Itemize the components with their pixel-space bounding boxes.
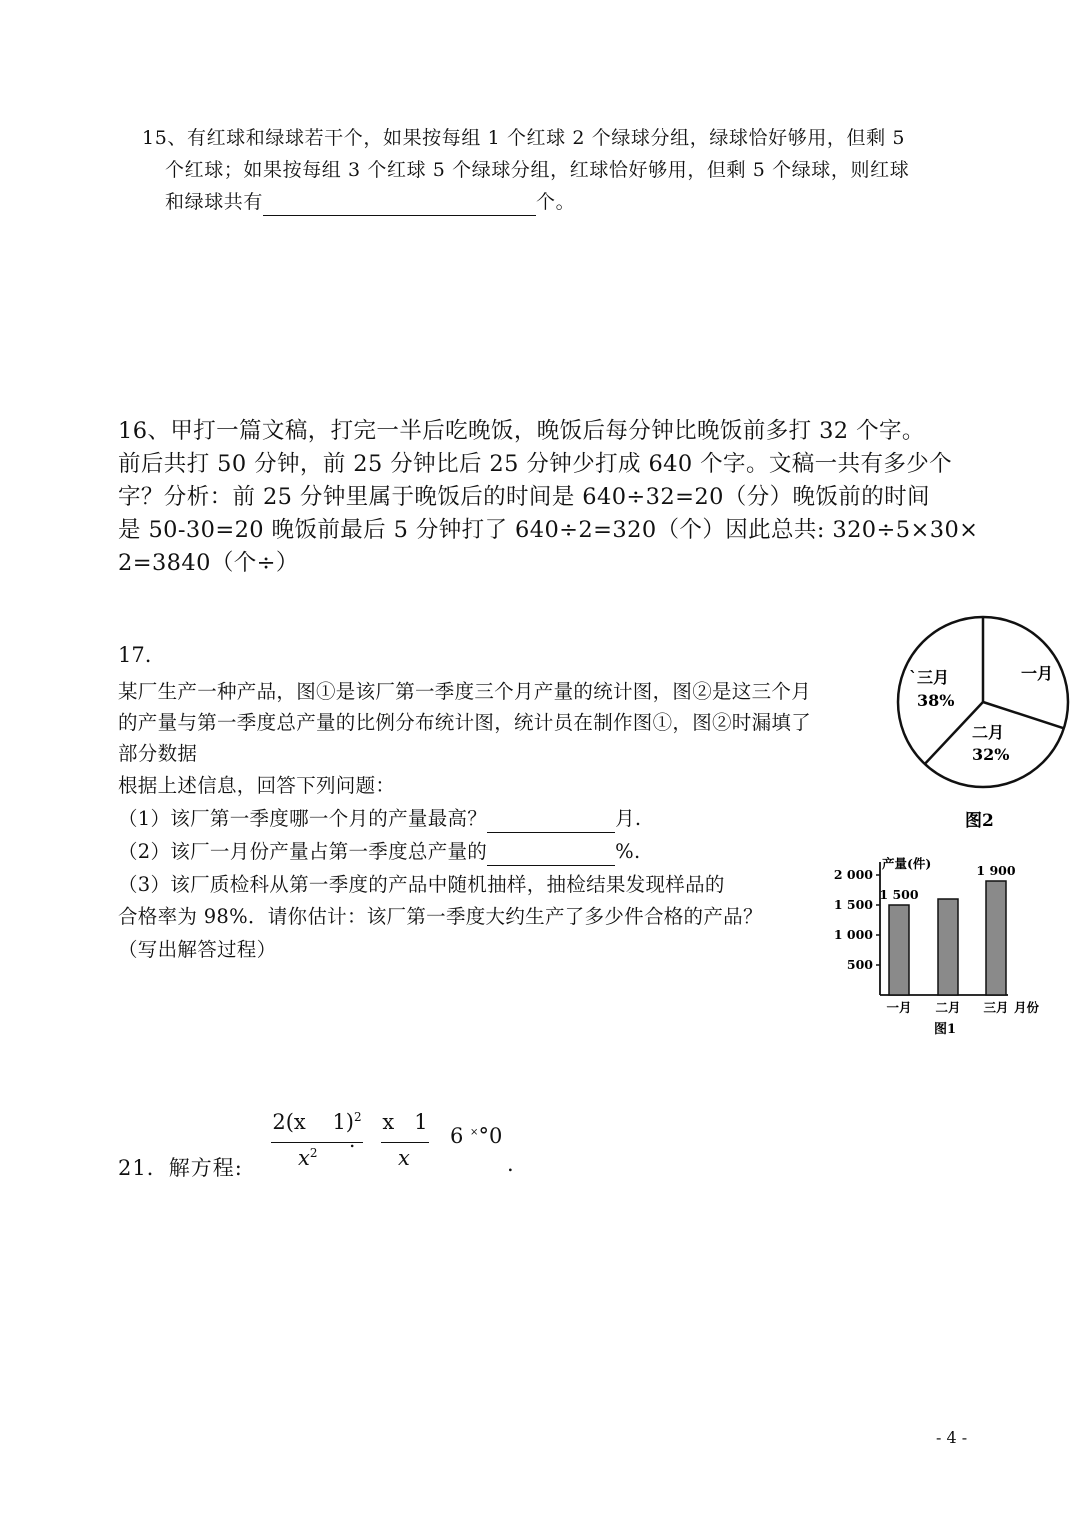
q15-line-3-text: 和绿球共有: [165, 191, 264, 213]
bar-rect: [938, 899, 958, 995]
bar-y-tick-label: 1 000: [833, 927, 873, 942]
q15-line-3-end: 个。: [536, 191, 576, 213]
q21-tail-sup: ×: [470, 1127, 479, 1138]
pie-caption: 图2: [965, 811, 994, 831]
page-number: - 4 -: [936, 1428, 968, 1447]
pie-pct-feb: 32%: [972, 745, 1010, 764]
q21-tail-end: °0: [478, 1124, 503, 1148]
q17-intro-2: 的产量与第一季度总产量的比例分布统计图，统计员在制作图①，图②时漏填了: [118, 711, 812, 734]
q16-line-2: 前后共打 50 分钟，前 25 分钟比后 25 分钟少打成 640 个字。文稿一共有多少个: [118, 451, 953, 477]
q17-intro-3: 部分数据: [118, 742, 198, 765]
q21-num1-sup: 2: [354, 1110, 362, 1124]
q17-sub-3-line-3: （写出解答过程）: [118, 938, 277, 961]
q17-sub-1-end: 月.: [615, 807, 642, 830]
q21-den1-text: x: [298, 1146, 310, 1170]
q21-fraction-1-denominator: [298, 1146, 317, 1170]
q16-line-4: 是 50-30=20 晚饭前最后 5 分钟打了 640÷2=320（个）因此总共: 320÷5×30×: [118, 517, 979, 543]
q15-line-3: [165, 187, 575, 216]
q17-sub-1: [118, 803, 641, 833]
q17-sub-1-text: （1）该厂第一季度哪一个月的产量最高？: [118, 807, 488, 830]
bar-category-label: 一月: [886, 1000, 912, 1015]
bar-y-tick-label: 500: [846, 957, 873, 972]
q17-number: 17.: [118, 643, 152, 667]
q17-sub-3-line-2: 合格率为 98%．请你估计：该厂第一季度大约生产了多少件合格的产品？: [118, 905, 763, 928]
q21-fraction-2-numerator: x 1: [382, 1110, 428, 1134]
bar-category-label: 二月: [935, 1000, 961, 1015]
q21-tail: 6: [450, 1124, 471, 1148]
bar-value-label: 1 900: [976, 863, 1016, 878]
pie-label-mar: `三月: [909, 668, 950, 687]
q15-line-2: 个红球；如果按每组 3 个红球 5 个绿球分组，红球恰好够用，但剩 5 个绿球，则红球: [165, 159, 910, 181]
bar-value-label: 1 500: [879, 887, 919, 902]
q21-end-period: .: [507, 1152, 514, 1176]
q21-label: 21．解方程:: [118, 1156, 243, 1180]
q21-num1-text: 2(x 1): [272, 1110, 354, 1134]
bar-y-tick-label: 1 500: [833, 897, 873, 912]
q21-den1-sup: 2: [309, 1146, 318, 1160]
bar-y-tick-label: 2 000: [833, 867, 873, 882]
q16-line-3: 字？分析：前 25 分钟里属于晚饭后的时间是 640÷32=20（分）晚饭前的时间: [118, 484, 930, 510]
q15-line-1: 15、有红球和绿球若干个，如果按每组 1 个红球 2 个绿球分组，绿球恰好够用，但剩 5: [142, 127, 906, 149]
q16-line-5: 2=3840（个÷）: [118, 550, 299, 576]
q17-prompt: 根据上述信息，回答下列问题：: [118, 774, 396, 797]
q17-sub-2-text: （2）该厂一月份产量占第一季度总产量的: [118, 840, 488, 863]
bar-rect: [986, 881, 1006, 995]
q16-line-1: 16、甲打一篇文稿，打完一半后吃晚饭，晚饭后每分钟比晚饭前多打 32 个字。: [118, 418, 925, 444]
pie-pct-mar: 38%: [917, 691, 955, 710]
q17-sub-2-blank[interactable]: [487, 842, 615, 866]
bar-category-label: 三月: [983, 1000, 1009, 1015]
pie-label-feb: 二月: [972, 723, 1005, 742]
q21-fraction-2-denominator: x: [398, 1146, 410, 1170]
q17-sub-2-end: %.: [615, 840, 641, 863]
q21-right-side: [450, 1124, 502, 1148]
pie-chart: [895, 612, 1075, 842]
bar-chart: [830, 850, 1065, 1045]
pie-label-jan: 一月: [1021, 664, 1054, 683]
q17-intro-1: 某厂生产一种产品，图①是该厂第一季度三个月产量的统计图，图②是这三个月: [118, 680, 812, 703]
q21-fraction-2-bar: [381, 1142, 429, 1143]
bar-rect: [889, 905, 909, 995]
q15-answer-blank[interactable]: [263, 193, 536, 216]
q21-dot: .: [349, 1128, 356, 1152]
q17-sub-1-blank[interactable]: [487, 809, 615, 833]
bar-y-title: 产量(件): [882, 856, 932, 871]
bar-x-unit: 月份: [1014, 1000, 1040, 1015]
bar-caption: 图1: [934, 1022, 957, 1037]
q17-sub-2: [118, 836, 640, 866]
q17-sub-3-line-1: （3）该厂质检科从第一季度的产品中随机抽样，抽检结果发现样品的: [118, 873, 725, 896]
